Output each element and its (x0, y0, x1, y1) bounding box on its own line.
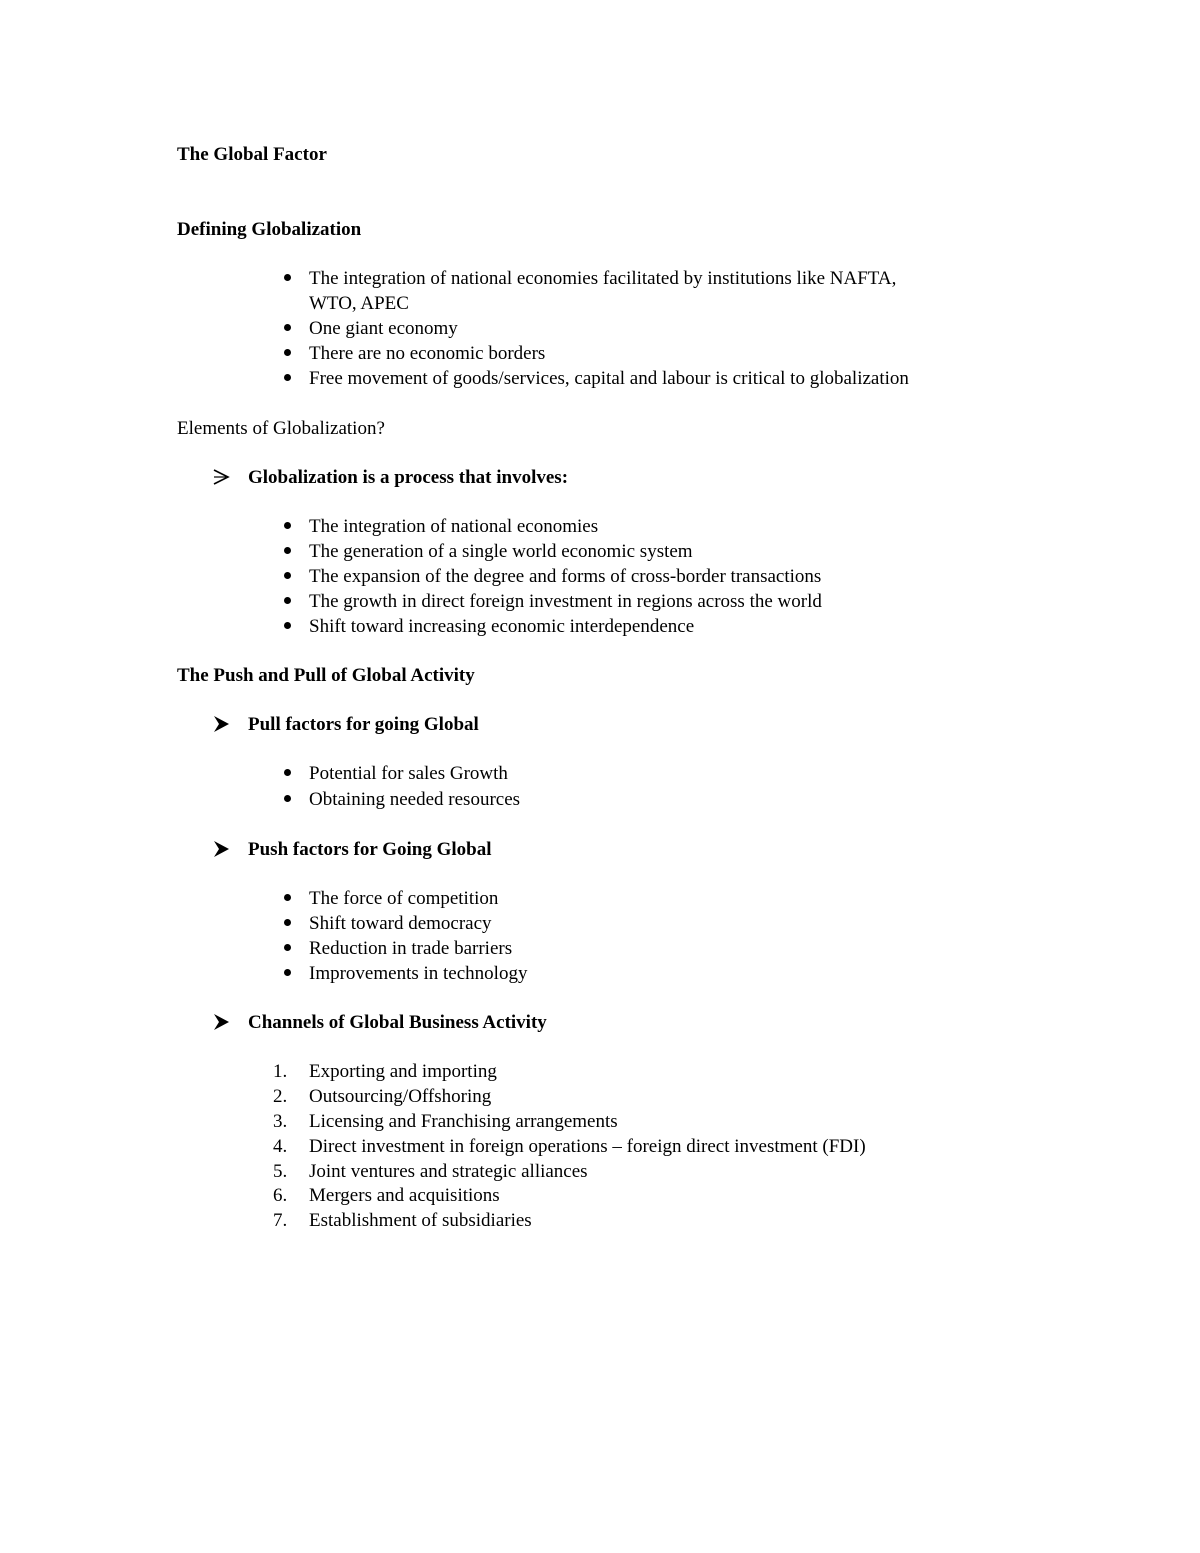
list-item: Direct investment in foreign operations – foreign direct investment (FDI) (309, 1136, 866, 1157)
bullet-icon (284, 969, 291, 976)
document-title: The Global Factor (177, 144, 327, 165)
bullet-icon (284, 324, 291, 331)
list-item: Potential for sales Growth (309, 763, 508, 784)
subheading-process: Globalization is a process that involves: (248, 467, 569, 488)
arrow-bullet-icon (212, 715, 230, 733)
list-item: Free movement of goods/services, capital and labour is critical to globalization (309, 368, 909, 389)
arrow-bullet-icon (212, 468, 230, 486)
bullet-icon (284, 944, 291, 951)
list-item: The integration of national economies facilitated by institutions like NAFTA, (309, 268, 897, 289)
section-heading-elements: Elements of Globalization? (177, 418, 385, 439)
list-item: There are no economic borders (309, 343, 546, 364)
bullet-icon (284, 597, 291, 604)
list-number: 1. (273, 1061, 288, 1082)
list-item: Shift toward democracy (309, 913, 492, 934)
bullet-icon (284, 374, 291, 381)
list-number: 3. (273, 1111, 288, 1132)
list-item: Exporting and importing (309, 1061, 497, 1082)
list-item: Improvements in technology (309, 963, 528, 984)
list-item: Joint ventures and strategic alliances (309, 1161, 588, 1182)
list-number: 7. (273, 1210, 288, 1231)
subheading-pull-factors: Pull factors for going Global (248, 714, 479, 735)
bullet-icon (284, 522, 291, 529)
list-item: Establishment of subsidiaries (309, 1210, 532, 1231)
section-heading-defining: Defining Globalization (177, 219, 362, 240)
bullet-icon (284, 622, 291, 629)
list-item: Shift toward increasing economic interdependence (309, 616, 695, 637)
list-number: 6. (273, 1185, 288, 1206)
list-item: Reduction in trade barriers (309, 938, 513, 959)
list-number: 5. (273, 1161, 288, 1182)
bullet-icon (284, 274, 291, 281)
arrow-bullet-icon (212, 1013, 230, 1031)
list-number: 2. (273, 1086, 288, 1107)
bullet-icon (284, 769, 291, 776)
subheading-channels: Channels of Global Business Activity (248, 1012, 547, 1033)
list-item: Licensing and Franchising arrangements (309, 1111, 618, 1132)
section-heading-push-pull: The Push and Pull of Global Activity (177, 665, 475, 686)
list-item: The force of competition (309, 888, 499, 909)
list-item: The integration of national economies (309, 516, 599, 537)
list-item: One giant economy (309, 318, 458, 339)
list-number: 4. (273, 1136, 288, 1157)
list-item: Obtaining needed resources (309, 789, 521, 810)
bullet-icon (284, 795, 291, 802)
list-item: The growth in direct foreign investment in regions across the world (309, 591, 822, 612)
list-item: Outsourcing/Offshoring (309, 1086, 492, 1107)
arrow-bullet-icon (212, 840, 230, 858)
list-item: The generation of a single world economic system (309, 541, 693, 562)
list-item-continuation: WTO, APEC (309, 293, 409, 314)
bullet-icon (284, 919, 291, 926)
bullet-icon (284, 349, 291, 356)
bullet-icon (284, 894, 291, 901)
subheading-push-factors: Push factors for Going Global (248, 839, 492, 860)
list-item: The expansion of the degree and forms of cross-border transactions (309, 566, 822, 587)
bullet-icon (284, 572, 291, 579)
bullet-icon (284, 547, 291, 554)
list-item: Mergers and acquisitions (309, 1185, 500, 1206)
